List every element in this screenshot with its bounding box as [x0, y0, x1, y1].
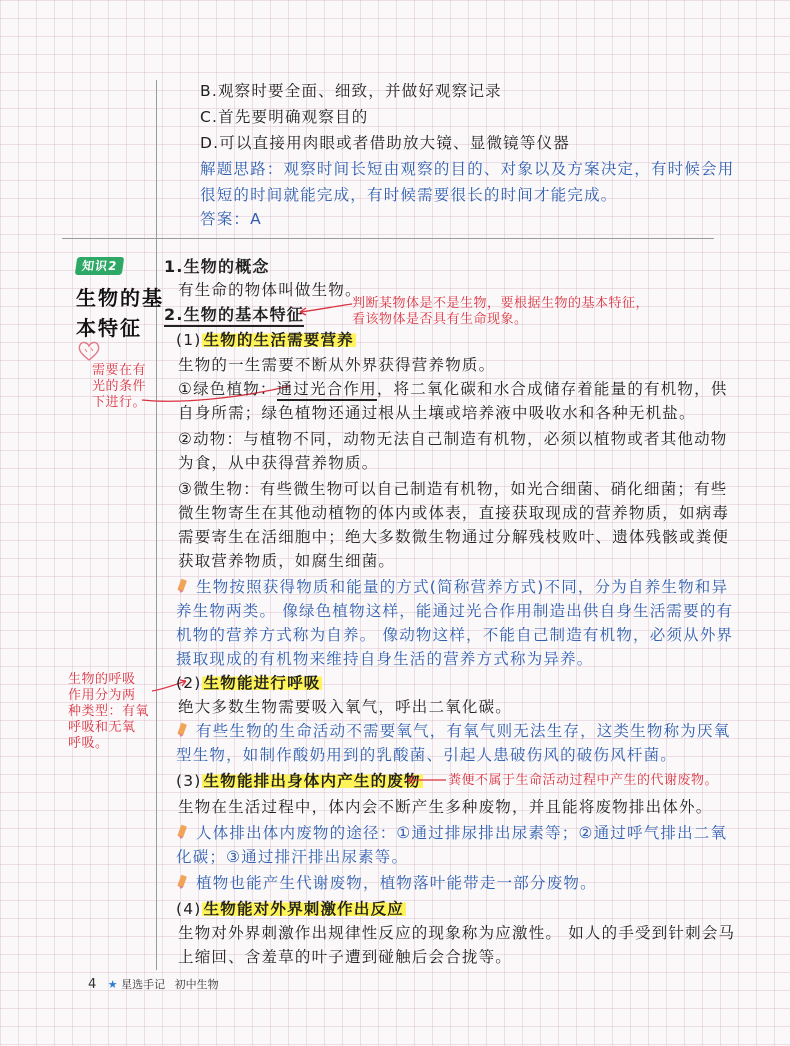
- s1-title: 生物的生活需要营养: [203, 331, 354, 349]
- s2-tip-l1: [176, 720, 730, 742]
- s1-tip-l3: 机物的营养方式称为自养。 像动物这样，不能自己制造有机物，必须从外界: [176, 626, 734, 644]
- s1-animals-l1: ②动物：与植物不同，动物无法自己制造有机物，必须以植物或者其他动物: [178, 430, 728, 448]
- s3-p1: 生物在生活过程中，体内会不断产生多种废物，并且能将废物排出体外。: [178, 798, 713, 816]
- section-4-heading: [176, 898, 406, 920]
- features-note-l2: 看该物体是否具有生命现象。: [352, 312, 528, 327]
- s1-plants-label: ①绿色植物：: [178, 380, 277, 398]
- s1-plants-rest: ，将二氧化碳和水合成储存着能量的有机物，供: [376, 380, 728, 398]
- heading-features-text: 2.生物的基本特征: [164, 305, 304, 327]
- features-note: [352, 296, 649, 328]
- sidebar-title-line2: 本特征: [76, 316, 142, 340]
- answer: [200, 208, 262, 230]
- s1-microbes-l3: 需要寄生在活细胞中；绝大多数微生物通过分解残枝败叶、遗体残骸或粪便: [178, 528, 730, 546]
- light-note-l3: 下进行。: [92, 395, 147, 410]
- s4-p1-l1: 生物对外界刺激作出规律性反应的现象称为应激性。 如人的手受到针刺会马: [178, 924, 736, 942]
- s1-tip-text-1: 生物按照获得物质和能量的方式(简称营养方式)不同，分为自养生物和异: [196, 578, 729, 596]
- light-note-l2: 光的条件: [92, 379, 147, 394]
- section-1-heading: [176, 329, 356, 351]
- definition: 有生命的物体叫做生物。: [178, 281, 362, 299]
- hint-text-1: 观察时间长短由观察的目的、对象以及方案决定，有时候会用: [283, 160, 735, 178]
- sidebar-title-line1: 生物的基: [76, 286, 164, 310]
- s2-tip-l2: 型生物，如制作酸奶用到的乳酸菌、引起人患破伤风的破伤风杆菌。: [176, 746, 678, 764]
- s1-animals-l2: 为食，从中获得营养物质。: [178, 454, 379, 472]
- resp-note-l3: 种类型：有氧: [68, 704, 150, 719]
- pencil-icon: [176, 824, 192, 840]
- margin-rule-main: [156, 240, 157, 970]
- s3-tip1-text-1: 人体排出体内废物的途径：①通过排尿排出尿素等；②通过呼气排出二氧: [196, 824, 728, 842]
- s3-tip2-text: 植物也能产生代谢废物，植物落叶能带走一部分废物。: [196, 874, 597, 892]
- resp-note-l4: 呼吸和无氧: [68, 720, 136, 735]
- s4-title: 生物能对外界刺激作出反应: [203, 900, 404, 918]
- s1-tip-l1: [176, 576, 728, 598]
- sidebar-title: [76, 283, 164, 343]
- features-note-arrow: [296, 298, 356, 318]
- s3-tip2: [176, 872, 597, 894]
- heading-concept: 1.生物的概念: [164, 257, 270, 276]
- s3-note: 粪便不属于生命活动过程中产生的代谢废物。: [448, 773, 719, 788]
- hint-label: 解题思路：: [200, 160, 284, 178]
- s1-p1: 生物的一生需要不断从外界获得营养物质。: [178, 356, 496, 374]
- heading-features: [164, 304, 304, 326]
- s1-num: (1): [176, 331, 202, 349]
- section-divider: [62, 238, 714, 239]
- solution-hint-line2: 很短的时间就能完成，有时候需要很长的时间才能完成。: [200, 186, 618, 204]
- option-b: B.观察时要全面、细致，并做好观察记录: [200, 82, 502, 100]
- solution-hint-line1: [200, 158, 734, 180]
- s3-tip1-l1: [176, 822, 727, 844]
- answer-value: A: [250, 210, 262, 228]
- section-3-heading: [176, 770, 423, 792]
- heart-doodle-icon: [76, 340, 102, 362]
- book-name: 星选手记: [121, 978, 166, 991]
- answer-label: 答案：: [200, 210, 251, 228]
- s2-p1: 绝大多数生物需要吸入氧气，呼出二氧化碳。: [178, 698, 513, 716]
- s1-microbes-l1: ③微生物：有些微生物可以自己制造有机物，如光合细菌、硝化细菌；有些: [178, 480, 728, 498]
- resp-note-l1: 生物的呼吸: [68, 672, 136, 687]
- s1-photosynthesis: 通过光合作用: [277, 380, 377, 401]
- option-c: C.首先要明确观察目的: [200, 108, 369, 126]
- s3-title: 生物能排出身体内产生的废物: [203, 772, 421, 790]
- s1-microbes-l4: 获取营养物质，如腐生细菌。: [178, 552, 396, 570]
- s2-num: (2): [176, 674, 202, 692]
- s2-title: 生物能进行呼吸: [203, 674, 321, 692]
- s4-num: (4): [176, 900, 202, 918]
- knowledge-tag: 知识2: [75, 257, 125, 275]
- s1-plants-l1: [178, 378, 728, 400]
- resp-note-l5: 呼吸。: [68, 736, 109, 751]
- s1-microbes-l2: 微生物寄生在其他动植物的体内或体表，直接获取现成的营养物质，如病毒: [178, 504, 730, 522]
- s3-tip1-l2: 化碳；③通过排汗排出尿素等。: [176, 848, 409, 866]
- pencil-icon: [176, 874, 192, 890]
- option-d: D.可以直接用肉眼或者借助放大镜、显微镜等仪器: [200, 134, 570, 152]
- subject-name: 初中生物: [174, 978, 219, 991]
- resp-note-l2: 作用分为两: [68, 688, 136, 703]
- pencil-icon: [176, 722, 192, 738]
- s3-note-arrow: [404, 772, 448, 788]
- s2-tip-text-1: 有些生物的生命活动不需要氧气，有氧气则无法生存，这类生物称为厌氧: [196, 722, 731, 740]
- section-2-heading: [176, 672, 322, 694]
- light-note-l1: 需要在有: [92, 363, 147, 378]
- features-note-l1: 判断某物体是不是生物，要根据生物的基本特征，: [352, 296, 650, 311]
- s1-tip-l4: 摄取现成的有机物来维持自身生活的营养方式称为异养。: [176, 650, 594, 668]
- page-number: 4: [88, 977, 97, 992]
- page-footer: [88, 976, 219, 992]
- s1-plants-l2: 自身所需；绿色植物还通过根从土壤或培养液中吸收水和各种无机盐。: [178, 404, 696, 422]
- pencil-icon: [176, 578, 192, 594]
- margin-rule-top: [156, 80, 157, 240]
- star-icon: ★: [107, 978, 118, 991]
- s4-p1-l2: 上缩回、含羞草的叶子遭到碰触后会合拢等。: [178, 948, 513, 966]
- respiration-note: [68, 672, 160, 752]
- s3-num: (3): [176, 772, 202, 790]
- s1-tip-l2: 养生物两类。 像绿色植物这样，能通过光合作用制造出供自身生活需要的有: [176, 602, 734, 620]
